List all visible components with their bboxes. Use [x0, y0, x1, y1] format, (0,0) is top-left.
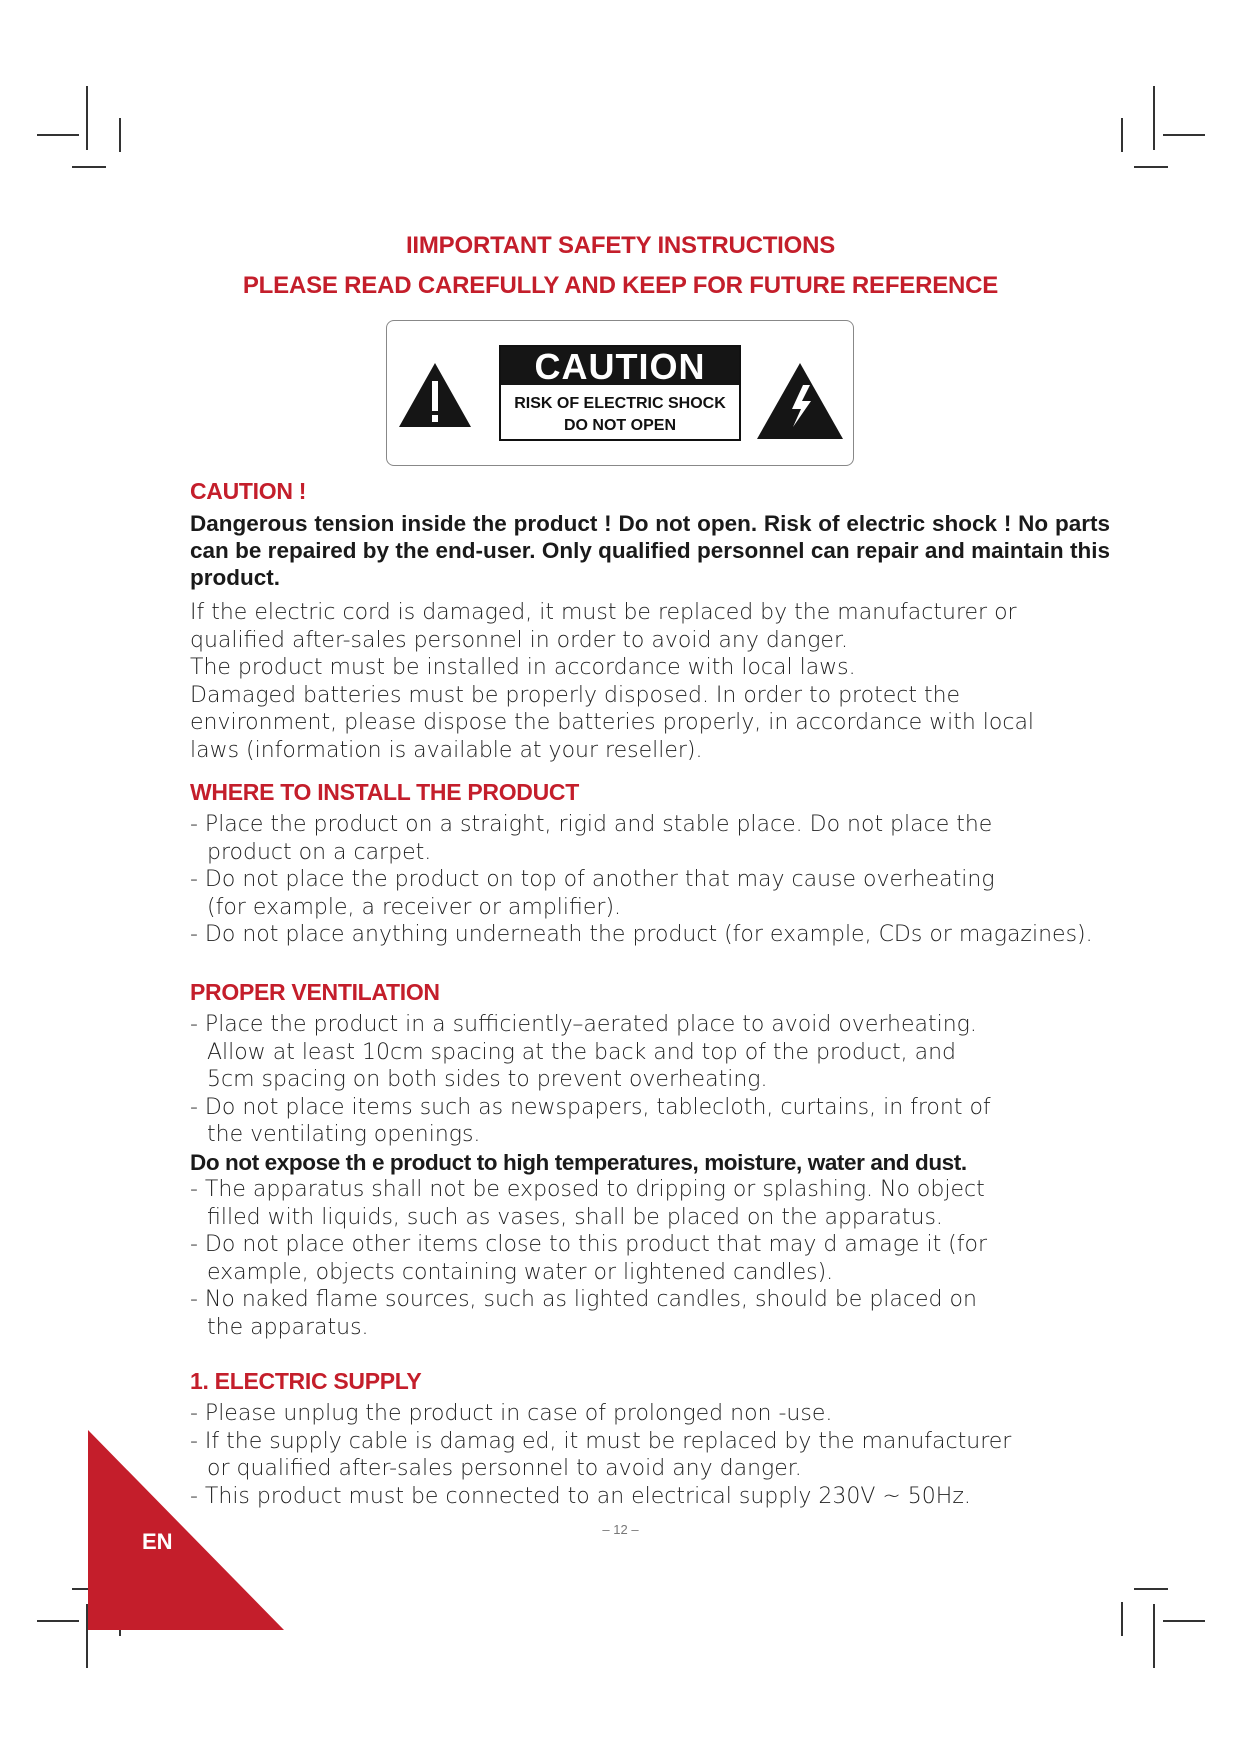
list-item: - Place the product on a straight, rigid and stable place. Do not place the product on a carpet. [190, 812, 993, 865]
list-item: - Do not place the product on top of another that may cause overheating (for example, a receiver or amplifier). [190, 867, 995, 920]
electric-list [190, 1400, 1110, 1510]
list-item: - If the supply cable is damag ed, it must be replaced by the manufacturer or qualified after-sales personnel to avoid any danger. [190, 1428, 1012, 1481]
language-label: EN [142, 1529, 173, 1554]
text-line: Damaged batteries must be properly disposed. In order to protect the [190, 682, 961, 708]
ventilation-list [190, 1011, 1110, 1149]
text-line: laws (information is available at your reseller). [190, 737, 703, 763]
caution-label-line2: DO NOT OPEN [563, 417, 676, 434]
exposure-warning: Do not expose th e product to high temperatures, moisture, water and dust. [190, 1149, 967, 1175]
section-install [190, 778, 1110, 949]
electric-shock-warning-icon [755, 361, 845, 441]
section-heading: WHERE TO INSTALL THE PRODUCT [190, 779, 579, 805]
text-line: If the electric cord is damaged, it must be replaced by the manufacturer or [190, 600, 1017, 625]
document-subtitle: PLEASE READ CAREFULLY AND KEEP FOR FUTURE REFERENCE [242, 272, 999, 299]
caution-label [499, 345, 741, 441]
caution-sticker [386, 320, 854, 466]
language-tab [88, 1430, 284, 1630]
text-line: environment, please dispose the batteries properly, in accordance with local [190, 710, 1035, 735]
document-title: IIMPORTANT SAFETY INSTRUCTIONS [405, 232, 836, 259]
exclamation-warning-icon [397, 361, 473, 429]
section-caution [190, 477, 1110, 764]
caution-body [190, 599, 1110, 764]
list-item: - The apparatus shall not be exposed to dripping or splashing. No object filled with liquids, such as vases, shall be placed on the apparatus. [190, 1177, 985, 1230]
text-line: The product must be installed in accordance with local laws. [190, 655, 856, 680]
list-item: - Do not place anything underneath the product (for example, CDs or magazines). [190, 922, 1093, 947]
caution-label-line1: RISK OF ELECTRIC SHOCK [514, 395, 726, 412]
install-list [190, 811, 1110, 949]
exposure-list [190, 1176, 1110, 1341]
text-line: qualified after-sales personnel in order to avoid any danger. [190, 627, 848, 653]
caution-word: CAUTION [501, 347, 739, 385]
list-item: - This product must be connected to an electrical supply 230V ~ 50Hz. [190, 1483, 971, 1509]
list-item: - Please unplug the product in case of prolonged non -use. [190, 1401, 833, 1426]
list-item: - Place the product in a sufficiently–aerated place to avoid overheating. Allow at least 10cm spacing at the back and top of the product, and 5cm spacing on both sides to prevent overheating. [190, 1012, 977, 1092]
list-item: - Do not place items such as newspapers, tablecloth, curtains, in front of the ventilating openings. [190, 1094, 991, 1147]
caution-warning-text: Dangerous tension inside the product ! Do not open. Risk of electric shock ! No parts can be repaired by the end-user. Only qualified personnel can repair and maintain this product. [190, 511, 1110, 590]
section-heading: PROPER VENTILATION [190, 979, 440, 1005]
list-item: - No naked flame sources, such as lighted candles, should be placed on the apparatus. [190, 1287, 977, 1340]
section-ventilation [190, 978, 1110, 1341]
section-heading: 1. ELECTRIC SUPPLY [190, 1368, 422, 1394]
section-electric-supply [190, 1367, 1110, 1510]
list-item: - Do not place other items close to this product that may d amage it (for example, objects containing water or lightened candles). [190, 1232, 988, 1285]
section-heading: CAUTION ! [190, 478, 307, 504]
page-number: – 12 – [602, 1522, 639, 1537]
